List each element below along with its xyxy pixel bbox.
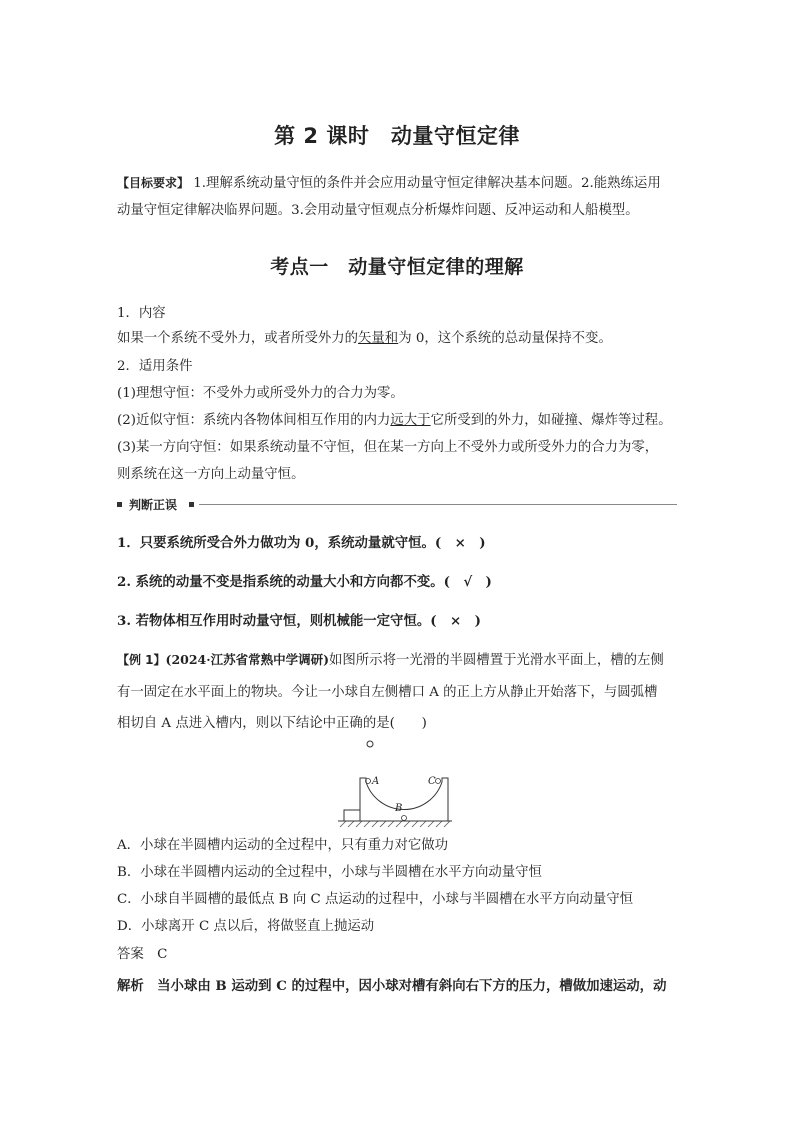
section-title: 考点一 动量守恒定律的理解 [270, 256, 524, 278]
content-text-pre: 如果一个系统不受外力，或者所受外力的 [117, 331, 359, 346]
option-d: D．小球离开 C 点以后，将做竖直上抛运动 [117, 919, 375, 934]
example-line-3: 相切自 A 点进入槽内，则以下结论中正确的是( ) [117, 716, 427, 731]
divider [199, 504, 677, 505]
heading-conditions: 2．适用条件 [117, 359, 193, 374]
point-label-c: C [428, 776, 436, 787]
content-underlined-term: 矢量和 [358, 331, 399, 346]
condition-1: (1)理想守恒：不受外力或所受外力的合力为零。 [117, 386, 404, 401]
ball-icon [367, 741, 373, 747]
fixed-block [344, 810, 360, 821]
answer-text: 答案 C [117, 947, 168, 962]
ball-icon [436, 779, 441, 784]
condition-3-line-1: (3)某一方向守恒：如果系统动量不守恒，但在某一方向上不受外力或所受外力的合力为零， [117, 440, 659, 455]
goals-line-1 [117, 173, 661, 194]
goals-text-1: 1.理解系统动量守恒的条件并会应用动量守恒定律解决基本问题。2.能熟练运用 [189, 176, 661, 191]
judge-header-title: 判断正误 [129, 498, 178, 512]
option-a: A．小球在半圆槽内运动的全过程中，只有重力对它做功 [117, 838, 449, 853]
example-tag: 【例 1】 [117, 653, 166, 667]
content-text-post: 为 0，这个系统的总动量保持不变。 [398, 331, 612, 346]
condition-2-post: 它所受到的外力，如碰撞、爆炸等过程。 [430, 413, 672, 428]
page-title: 第 2 课时 动量守恒定律 [274, 124, 520, 148]
judge-item: 3. 若物体相互作用时动量守恒，则机械能一定守恒。( × ) [117, 613, 481, 629]
heading-content: 1．内容 [117, 306, 166, 321]
condition-2 [117, 411, 672, 431]
point-label-b: B [395, 803, 403, 814]
point-label-a: A [372, 776, 380, 787]
goals-tag: 【目标要求】 [117, 176, 190, 190]
example-text-1: 如图所示将一光滑的半圆槽置于光滑水平面上，槽的左侧 [329, 653, 664, 668]
judge-item: 2. 系统的动量不变是指系统的动量大小和方向都不变。( √ ) [117, 574, 492, 590]
condition-2-underlined: 远大于 [390, 413, 431, 428]
content-paragraph [117, 329, 612, 349]
judge-item: 1．只要系统所受合外力做功为 0，系统动量就守恒。( × ) [117, 535, 486, 551]
example-line-1 [117, 650, 664, 671]
goals-line-2: 动量守恒定律解决临界问题。3.会用动量守恒观点分析爆炸问题、反冲运动和人船模型。 [117, 203, 639, 218]
option-b: B．小球在半圆槽内运动的全过程中，小球与半圆槽在水平方向动量守恒 [117, 865, 542, 880]
example-line-2: 有一固定在水平面上的物块。今让一小球自左侧槽口 A 的正上方从静止开始落下，与圆弧槽 [117, 685, 658, 700]
judge-header [117, 496, 677, 514]
example-source: (2024·江苏省常熟中学调研) [165, 652, 330, 667]
option-c: C．小球自半圆槽的最低点 B 向 C 点运动的过程中，小球与半圆槽在水平方向动量守恒 [117, 892, 634, 907]
condition-3-line-2: 则系统在这一方向上动量守恒。 [117, 467, 305, 482]
half-pipe-figure [330, 738, 460, 830]
ground-hatching [340, 821, 450, 827]
square-bullet-icon [117, 502, 122, 507]
condition-2-pre: (2)近似守恒：系统内各物体间相互作用的内力 [117, 413, 391, 428]
square-bullet-icon [189, 502, 194, 507]
analysis-text: 解析 当小球由 B 运动到 C 的过程中，因小球对槽有斜向右下方的压力，槽做加速运动，动 [117, 978, 667, 994]
